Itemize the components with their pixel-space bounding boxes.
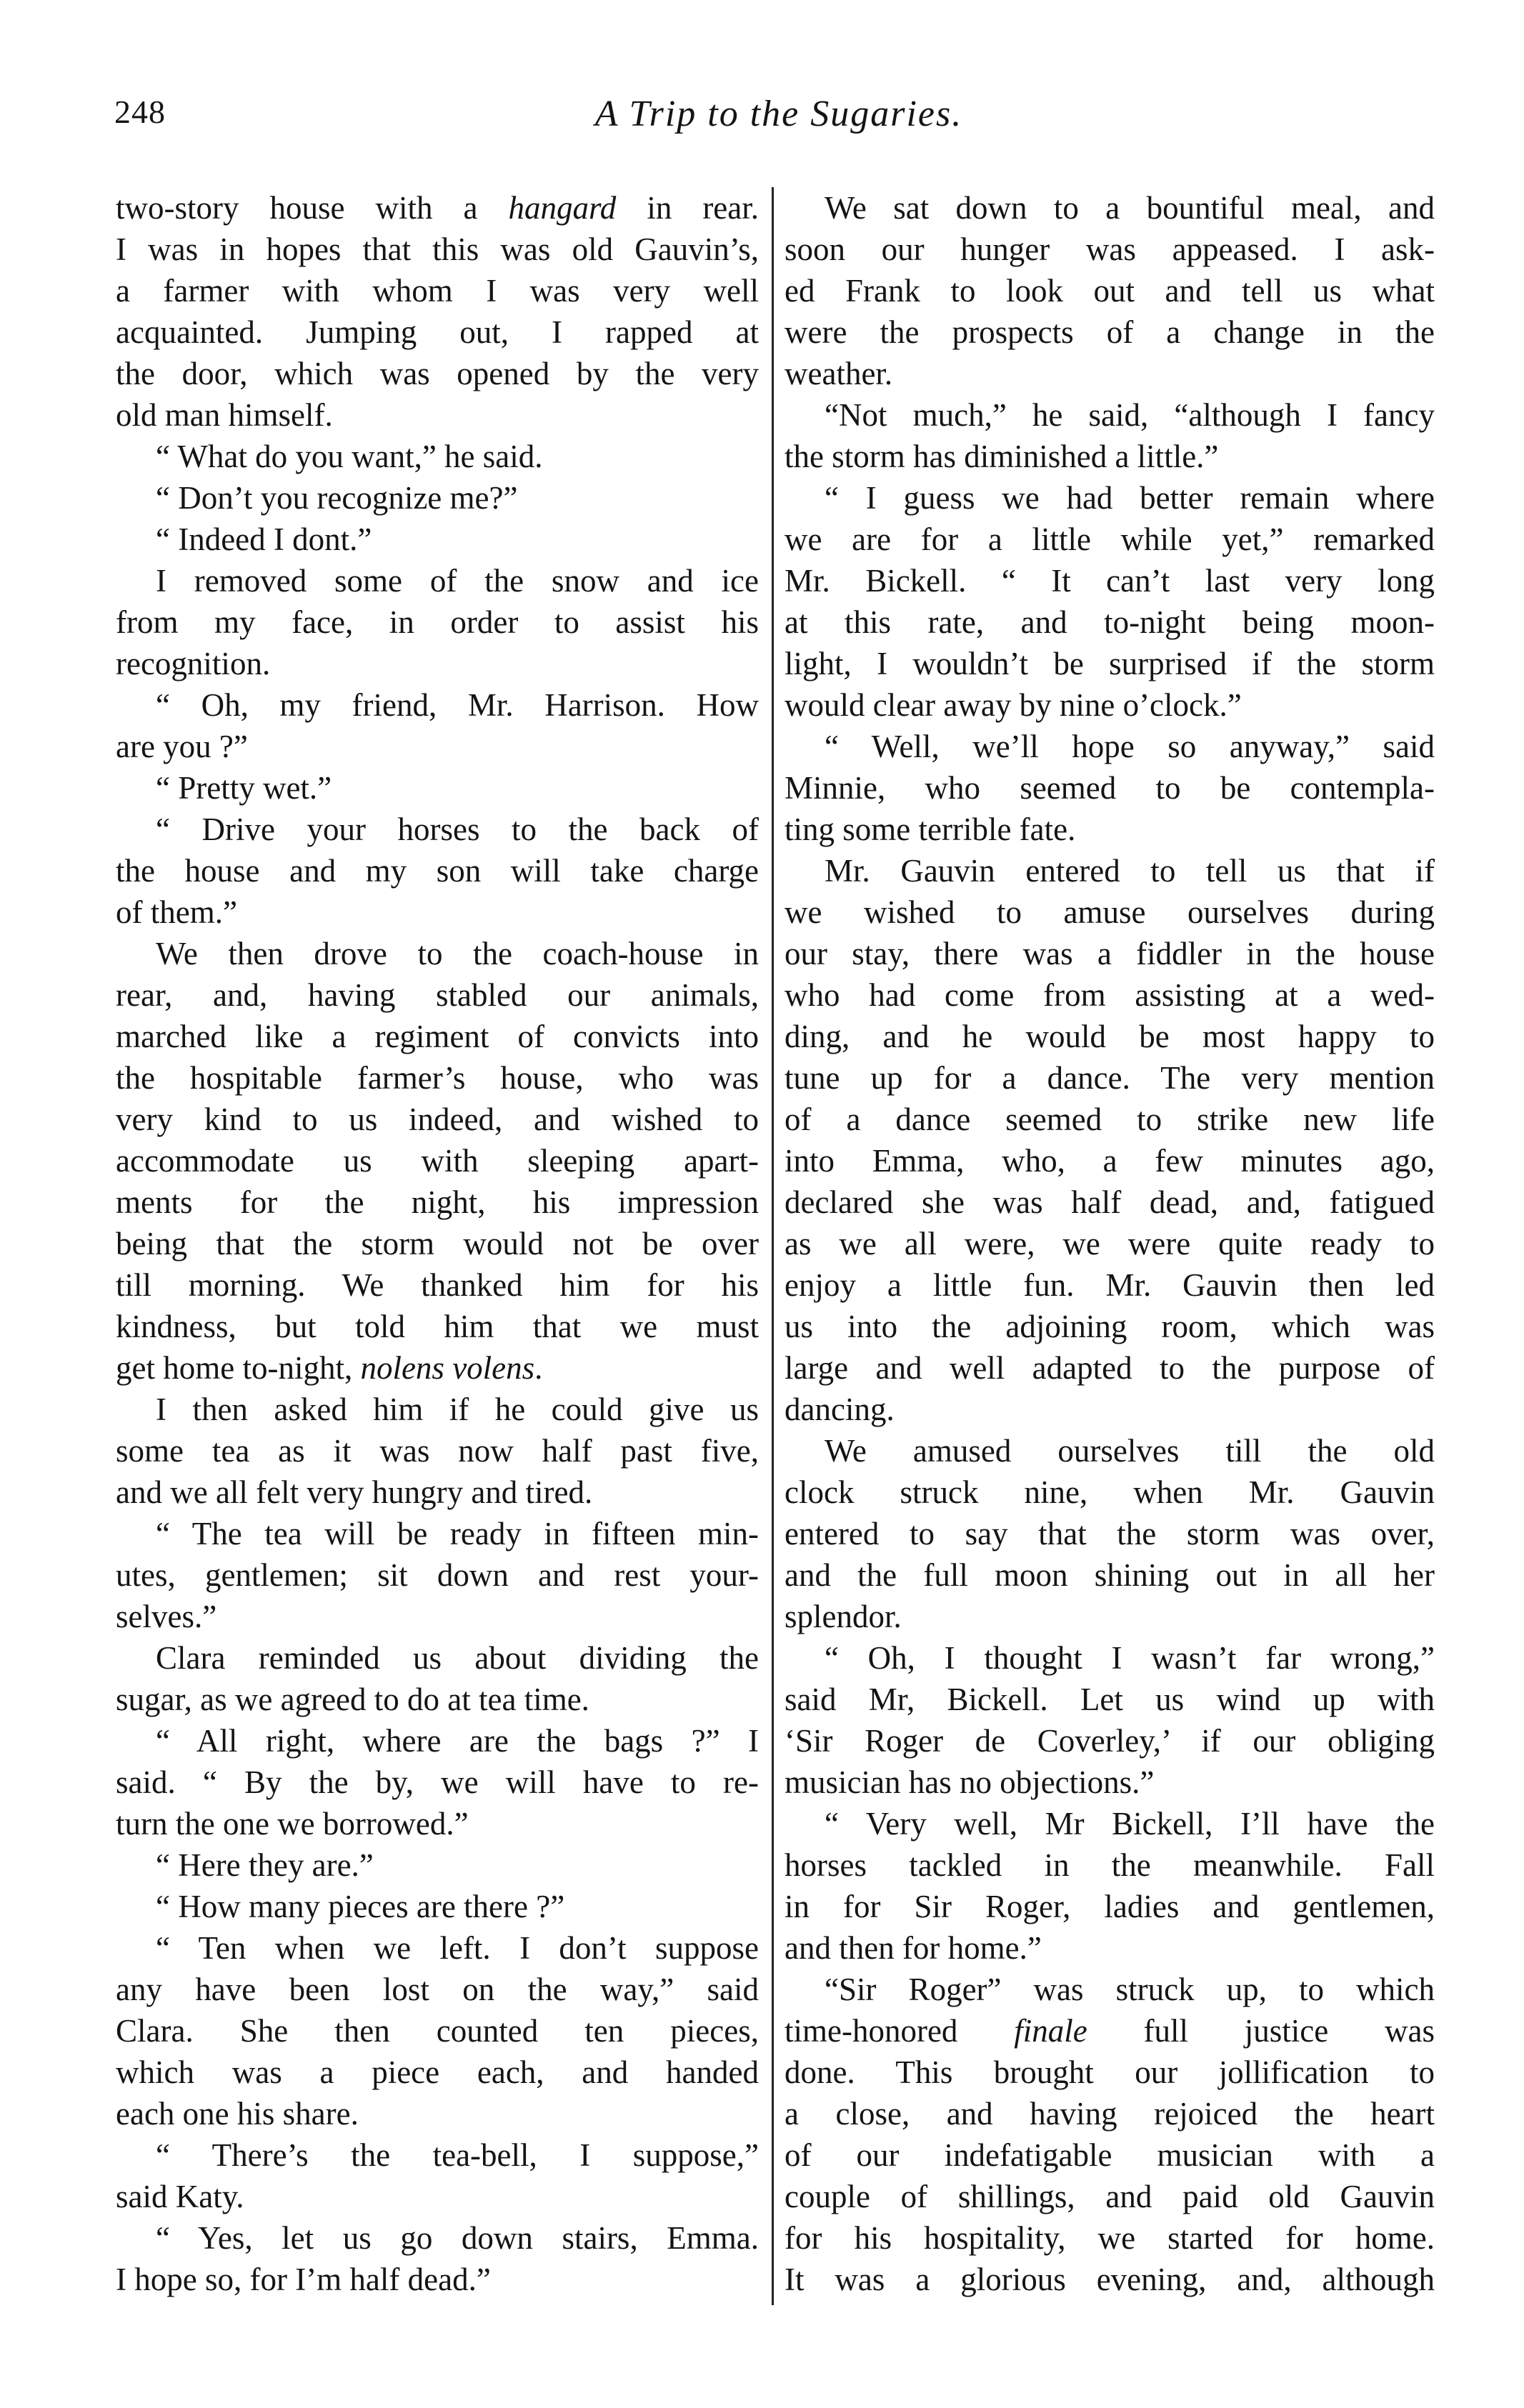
text-run: for his hospitality, we started for home.: [785, 2220, 1435, 2256]
text-line: [116, 394, 759, 436]
text-line: [785, 726, 1435, 767]
text-run: splendor.: [785, 1599, 902, 1634]
text-run: ting some terrible fate.: [785, 811, 1076, 847]
text-line: [785, 684, 1435, 726]
text-line: [785, 809, 1435, 850]
text-run: “ Drive your horses to the back of: [156, 811, 759, 847]
text-run: in for Sir Roger, ladies and gentlemen,: [785, 1889, 1435, 1924]
text-line: [116, 2052, 759, 2093]
text-line: [116, 353, 759, 394]
text-line: [116, 1016, 759, 1057]
text-run: the door, which was opened by the very: [116, 356, 759, 391]
text-run: “ Don’t you recognize me?”: [156, 480, 518, 516]
text-run: some tea as it was now half past five,: [116, 1433, 759, 1469]
text-run: tune up for a dance. The very mention: [785, 1060, 1435, 1096]
text-line: [785, 1306, 1435, 1347]
text-run: of a dance seemed to strike new life: [785, 1101, 1435, 1137]
text-line: [785, 1596, 1435, 1637]
text-line: [785, 2093, 1435, 2134]
text-line: [785, 1347, 1435, 1389]
text-line: [785, 850, 1435, 891]
text-line: [116, 2093, 759, 2134]
text-run: two-story house with a: [116, 190, 509, 226]
text-line: [116, 311, 759, 353]
text-run: “ I guess we had better remain where: [825, 480, 1435, 516]
text-run: “ Well, we’ll hope so anyway,” said: [825, 729, 1435, 764]
text-line: [116, 809, 759, 850]
right-text-column: [785, 187, 1435, 2300]
text-run: till morning. We thanked him for his: [116, 1267, 759, 1303]
text-run: said Katy.: [116, 2179, 244, 2214]
text-line: [116, 684, 759, 726]
text-run: I was in hopes that this was old Gauvin’s,: [116, 231, 759, 267]
text-run: we are for a little while yet,” remarked: [785, 521, 1435, 557]
text-line: [785, 933, 1435, 974]
text-line: [785, 1927, 1435, 1969]
text-line: [785, 353, 1435, 394]
text-run: musician has no objections.”: [785, 1764, 1155, 1800]
text-run: who had come from assisting at a wed-: [785, 977, 1435, 1013]
text-run: large and well adapted to the purpose of: [785, 1350, 1435, 1386]
text-run: “ All right, where are the bags ?” I: [156, 1723, 759, 1759]
text-run: done. This brought our jollification to: [785, 2054, 1435, 2090]
text-run: being that the storm would not be over: [116, 1226, 759, 1262]
text-line: [116, 1430, 759, 1472]
text-run: Clara reminded us about dividing the: [156, 1640, 759, 1676]
text-run: ‘Sir Roger de Coverley,’ if our obliging: [785, 1723, 1435, 1759]
text-run: “ Oh, my friend, Mr. Harrison. How: [156, 687, 759, 723]
text-run: time-honored: [785, 2013, 1015, 2049]
text-run: “ The tea will be ready in fifteen min-: [156, 1516, 759, 1552]
text-run: in rear.: [616, 190, 759, 226]
text-line: [116, 1554, 759, 1596]
text-line: [116, 229, 759, 270]
text-line: [116, 1679, 759, 1720]
text-run: We then drove to the coach-house in: [156, 936, 759, 971]
text-line: [785, 601, 1435, 643]
text-line: [116, 477, 759, 519]
text-line: [785, 2134, 1435, 2176]
text-run: very kind to us indeed, and wished to: [116, 1101, 759, 1137]
text-line: [116, 2176, 759, 2217]
italic-text-run: finale: [1014, 2013, 1087, 2049]
text-line: [785, 1803, 1435, 1844]
text-run: “ Very well, Mr Bickell, I’ll have the: [825, 1806, 1435, 1842]
text-run: turn the one we borrowed.”: [116, 1806, 469, 1842]
text-line: [785, 2176, 1435, 2217]
text-run: us into the adjoining room, which was: [785, 1309, 1435, 1344]
text-line: [116, 1720, 759, 1762]
text-run: selves.”: [116, 1599, 217, 1634]
text-line: [785, 1057, 1435, 1099]
text-run: I then asked him if he could give us: [156, 1392, 759, 1427]
text-line: [785, 1140, 1435, 1181]
text-line: [785, 1554, 1435, 1596]
text-line: [116, 767, 759, 809]
text-line: [116, 1306, 759, 1347]
text-line: [785, 560, 1435, 601]
text-line: [785, 270, 1435, 311]
text-run: a close, and having rejoiced the heart: [785, 2096, 1435, 2132]
text-line: [785, 1637, 1435, 1679]
text-run: acquainted. Jumping out, I rapped at: [116, 314, 759, 350]
text-run: the hospitable farmer’s house, who was: [116, 1060, 759, 1096]
text-run: enjoy a little fun. Mr. Gauvin then led: [785, 1267, 1435, 1303]
text-run: “ Here they are.”: [156, 1847, 374, 1883]
text-line: [116, 1099, 759, 1140]
text-run: soon our hunger was appeased. I ask-: [785, 231, 1435, 267]
text-line: [785, 1099, 1435, 1140]
text-line: [116, 2134, 759, 2176]
text-run: Minnie, who seemed to be contempla-: [785, 770, 1435, 806]
text-run: kindness, but told him that we must: [116, 1309, 759, 1344]
text-run: the storm has diminished a little.”: [785, 439, 1219, 474]
text-line: [785, 2010, 1435, 2052]
text-run: It was a glorious evening, and, although: [785, 2262, 1435, 2297]
text-line: [116, 2217, 759, 2259]
text-line: [116, 1596, 759, 1637]
text-run: the house and my son will take charge: [116, 853, 759, 889]
text-run: Mr. Gauvin entered to tell us that if: [825, 853, 1435, 889]
text-line: [116, 1762, 759, 1803]
text-run: were the prospects of a change in the: [785, 314, 1435, 350]
text-line: [116, 519, 759, 560]
text-line: [785, 767, 1435, 809]
text-run: entered to say that the storm was over,: [785, 1516, 1435, 1552]
text-line: [116, 187, 759, 229]
text-run: said. “ By the by, we will have to re-: [116, 1764, 759, 1800]
text-run: “ Ten when we left. I don’t suppose: [156, 1930, 759, 1966]
text-run: “ What do you want,” he said.: [156, 439, 543, 474]
text-run: which was a piece each, and handed: [116, 2054, 759, 2090]
text-run: We amused ourselves till the old: [825, 1433, 1435, 1469]
text-line: [785, 2217, 1435, 2259]
text-line: [785, 891, 1435, 933]
text-run: at this rate, and to-night being moon-: [785, 604, 1435, 640]
text-line: [785, 1223, 1435, 1264]
text-line: [116, 1803, 759, 1844]
text-run: from my face, in order to assist his: [116, 604, 759, 640]
text-run: our stay, there was a fiddler in the house: [785, 936, 1435, 971]
text-line: [116, 933, 759, 974]
text-line: [116, 2010, 759, 2052]
text-run: light, I wouldn’t be surprised if the storm: [785, 646, 1435, 681]
text-line: [785, 394, 1435, 436]
text-line: [116, 1969, 759, 2010]
text-run: horses tackled in the meanwhile. Fall: [785, 1847, 1435, 1883]
text-line: [116, 1057, 759, 1099]
column-divider: [772, 187, 774, 2305]
page-header: [114, 86, 1443, 150]
text-run: ments for the night, his impression: [116, 1184, 759, 1220]
text-run: “ Indeed I dont.”: [156, 521, 372, 557]
text-line: [116, 2259, 759, 2300]
text-run: a farmer with whom I was very well: [116, 273, 759, 309]
italic-text-run: hangard: [508, 190, 617, 226]
text-line: [116, 1637, 759, 1679]
text-run: “ There’s the tea-bell, I suppose,”: [156, 2137, 759, 2173]
text-run: each one his share.: [116, 2096, 359, 2132]
text-run: dancing.: [785, 1392, 895, 1427]
text-run: and we all felt very hungry and tired.: [116, 1474, 593, 1510]
page-number: 248: [114, 94, 166, 130]
text-run: weather.: [785, 356, 893, 391]
text-line: [785, 229, 1435, 270]
text-line: [785, 1886, 1435, 1927]
text-run: old man himself.: [116, 397, 333, 433]
text-line: [785, 2259, 1435, 2300]
text-line: [116, 891, 759, 933]
text-run: Clara. She then counted ten pieces,: [116, 2013, 759, 2049]
text-line: [785, 1513, 1435, 1554]
text-line: [785, 519, 1435, 560]
text-line: [785, 974, 1435, 1016]
text-run: get home to-night,: [116, 1350, 361, 1386]
text-line: [785, 1679, 1435, 1720]
text-line: [785, 477, 1435, 519]
text-run: ding, and he would be most happy to: [785, 1019, 1435, 1054]
running-title: A Trip to the Sugaries.: [594, 94, 963, 134]
text-line: [785, 1472, 1435, 1513]
text-line: [116, 850, 759, 891]
text-line: [116, 1389, 759, 1430]
text-run: any have been lost on the way,” said: [116, 1972, 759, 2007]
text-line: [785, 436, 1435, 477]
text-line: [785, 1430, 1435, 1472]
text-line: [785, 311, 1435, 353]
text-line: [116, 1472, 759, 1513]
text-run: We sat down to a bountiful meal, and: [825, 190, 1435, 226]
text-line: [785, 1389, 1435, 1430]
text-line: [116, 643, 759, 684]
text-line: [785, 1016, 1435, 1057]
text-run: “Sir Roger” was struck up, to which: [825, 1972, 1435, 2007]
italic-text-run: nolens volens: [360, 1350, 535, 1386]
text-run: of our indefatigable musician with a: [785, 2137, 1435, 2173]
text-line: [785, 643, 1435, 684]
text-run: we wished to amuse ourselves during: [785, 894, 1435, 930]
text-line: [116, 1264, 759, 1306]
text-run: would clear away by nine o’clock.”: [785, 687, 1242, 723]
text-line: [116, 1140, 759, 1181]
text-run: of them.”: [116, 894, 237, 930]
text-run: I hope so, for I’m half dead.”: [116, 2262, 491, 2297]
text-line: [785, 1720, 1435, 1762]
text-line: [116, 270, 759, 311]
text-line: [116, 1886, 759, 1927]
text-run: “ Oh, I thought I wasn’t far wrong,”: [825, 1640, 1435, 1676]
text-run: into Emma, who, a few minutes ago,: [785, 1143, 1435, 1179]
text-line: [116, 1223, 759, 1264]
text-line: [116, 1513, 759, 1554]
text-line: [116, 1844, 759, 1886]
text-run: said Mr, Bickell. Let us wind up with: [785, 1682, 1435, 1717]
text-run: .: [534, 1350, 543, 1386]
text-run: “Not much,” he said, “although I fancy: [825, 397, 1435, 433]
text-run: sugar, as we agreed to do at tea time.: [116, 1682, 589, 1717]
text-run: declared she was half dead, and, fatigued: [785, 1184, 1435, 1220]
text-run: Mr. Bickell. “ It can’t last very long: [785, 563, 1435, 599]
text-run: as we all were, we were quite ready to: [785, 1226, 1435, 1262]
text-line: [785, 1969, 1435, 2010]
text-line: [785, 1844, 1435, 1886]
text-run: and then for home.”: [785, 1930, 1042, 1966]
text-run: recognition.: [116, 646, 271, 681]
text-line: [116, 974, 759, 1016]
text-line: [785, 1762, 1435, 1803]
text-line: [785, 1264, 1435, 1306]
text-run: couple of shillings, and paid old Gauvin: [785, 2179, 1435, 2214]
text-line: [116, 1927, 759, 1969]
text-run: “ Pretty wet.”: [156, 770, 332, 806]
text-line: [116, 436, 759, 477]
text-line: [785, 2052, 1435, 2093]
text-run: “ How many pieces are there ?”: [156, 1889, 565, 1924]
text-line: [785, 187, 1435, 229]
text-line: [785, 1181, 1435, 1223]
text-run: I removed some of the snow and ice: [156, 563, 759, 599]
left-text-column: [116, 187, 759, 2300]
text-run: ed Frank to look out and tell us what: [785, 273, 1435, 309]
text-run: and the full moon shining out in all her: [785, 1557, 1435, 1593]
text-run: utes, gentlemen; sit down and rest your-: [116, 1557, 759, 1593]
text-run: rear, and, having stabled our animals,: [116, 977, 759, 1013]
text-run: “ Yes, let us go down stairs, Emma.: [156, 2220, 759, 2256]
text-run: marched like a regiment of convicts into: [116, 1019, 759, 1054]
text-line: [116, 1347, 759, 1389]
text-line: [116, 560, 759, 601]
text-run: accommodate us with sleeping apart-: [116, 1143, 759, 1179]
text-line: [116, 601, 759, 643]
text-run: are you ?”: [116, 729, 248, 764]
text-run: clock struck nine, when Mr. Gauvin: [785, 1474, 1435, 1510]
text-line: [116, 1181, 759, 1223]
text-line: [116, 726, 759, 767]
text-run: full justice was: [1087, 2013, 1435, 2049]
